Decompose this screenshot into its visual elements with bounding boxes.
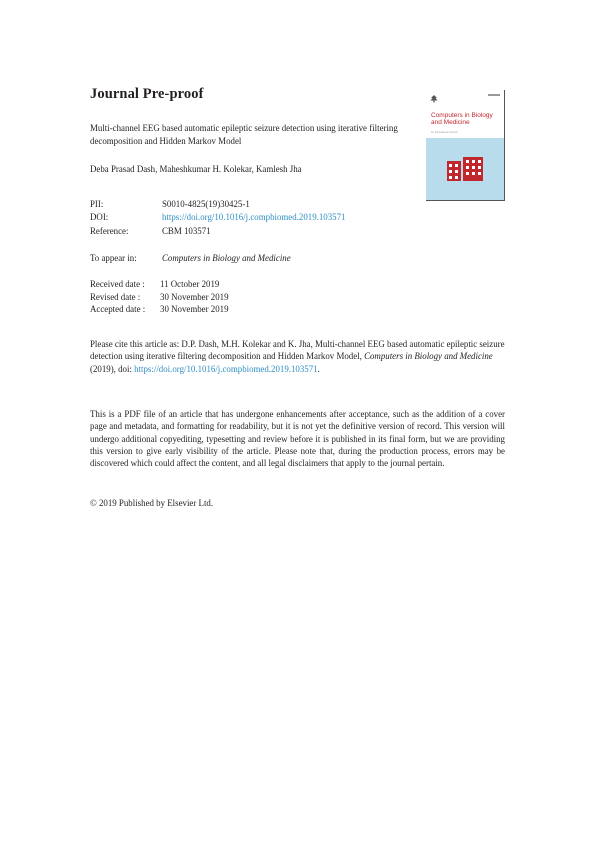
citation-paragraph [90,338,510,375]
received-date: 11 October 2019 [160,279,220,289]
cover-journal-subtitle: An International Journal [431,131,458,134]
appear-journal: Computers in Biology and Medicine [162,253,291,263]
article-authors: Deba Prasad Dash, Maheshkumar H. Kolekar, Kamlesh Jha [90,164,302,174]
revised-label: Revised date : [90,292,141,302]
reference-label: Reference: [90,226,129,236]
doi-label: DOI: [90,212,109,222]
cover-corner-mark [488,94,500,96]
citation-suffix: (2019), doi: [90,363,132,374]
revised-date: 30 November 2019 [160,292,229,302]
cover-artwork-icon [446,155,484,183]
doi-link[interactable]: https://doi.org/10.1016/j.compbiomed.2019.103571 [162,212,346,222]
copyright-notice: © 2019 Published by Elsevier Ltd. [90,498,214,508]
reference-value: CBM 103571 [162,226,211,236]
accepted-date: 30 November 2019 [160,304,229,314]
appear-label: To appear in: [90,253,137,263]
pii-label: PII: [90,199,104,209]
accepted-label: Accepted date : [90,304,146,314]
journal-pre-proof-heading: Journal Pre-proof [90,86,204,102]
pii-value: S0010-4825(19)30425-1 [162,199,250,209]
cover-journal-title: Computers in Biology and Medicine [431,112,493,126]
article-title: Multi-channel EEG based automatic epileptic seizure detection using iterative filtering decomposition and Hidden Markov Model [90,123,398,146]
citation-end: . [317,363,320,374]
elsevier-tree-icon [429,94,439,103]
citation-prefix: Please cite this article as: D.P. Dash, M.H. Kolekar and K. Jha, Multi-channel EEG based automatic epileptic seizure detection using iterative filtering decomposition and Hidden Markov Model, [90,339,505,362]
citation-doi-link[interactable]: https://doi.org/10.1016/j.compbiomed.2019.103571 [134,363,318,374]
journal-cover-thumbnail [426,90,505,201]
citation-journal: Computers in Biology and Medicine [364,351,493,362]
received-label: Received date : [90,279,145,289]
disclaimer-paragraph: This is a PDF file of an article that has undergone enhancements after acceptance, such as the addition of a cover page and metadata, and formatting for readability, but it is not yet the definitive version of record. This version will undergo additional copyediting, typesetting and review before it is published in its final form, but we are providing this version to give early visibility of the article. Please note that, during the production process, errors may be discovered which could affect the content, and all legal disclaimers that apply to the journal pertain. [90,409,505,469]
